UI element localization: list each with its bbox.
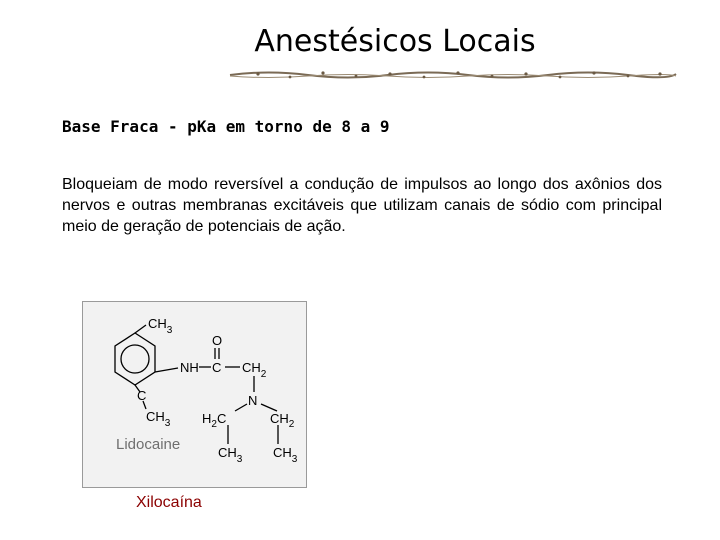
- atom-ch3-left: $CH_3$: [146, 409, 171, 429]
- atom-ring-carbon: C: [137, 388, 147, 403]
- slide-subtitle: Base Fraca - pKa em torno de 8 a 9: [62, 117, 390, 136]
- atom-ch3-bottom-right: $CH_3$: [273, 445, 298, 465]
- structure-name-label: Lidocaine: [116, 436, 181, 453]
- slide-body-text: Bloqueiam de modo reversível a condução de impulsos ao longo dos axônios dos nervos e outras membranas excitáveis que utilizam canais de sódio com principal meio de geração de potenciais de ação.: [62, 176, 662, 235]
- atom-h2c: $H_2C$: [202, 411, 227, 430]
- atom-ch2-right: $CH_2$: [270, 411, 295, 430]
- atom-ch2: $CH_2$: [242, 360, 267, 380]
- atom-nitrogen: N: [248, 393, 258, 408]
- atom-ch3-bottom-left: $CH_3$: [218, 445, 243, 465]
- atom-carbonyl-carbon: C: [212, 360, 222, 375]
- decorative-divider: [228, 66, 680, 84]
- atom-oxygen: O: [212, 333, 223, 348]
- lidocaine-structure-diagram: [82, 301, 307, 488]
- slide-title: Anestésicos Locais: [254, 24, 536, 59]
- drug-caption: Xilocaína: [136, 494, 202, 511]
- atom-ch3-top: $CH_3$: [148, 316, 173, 336]
- atom-nh: NH: [180, 360, 199, 375]
